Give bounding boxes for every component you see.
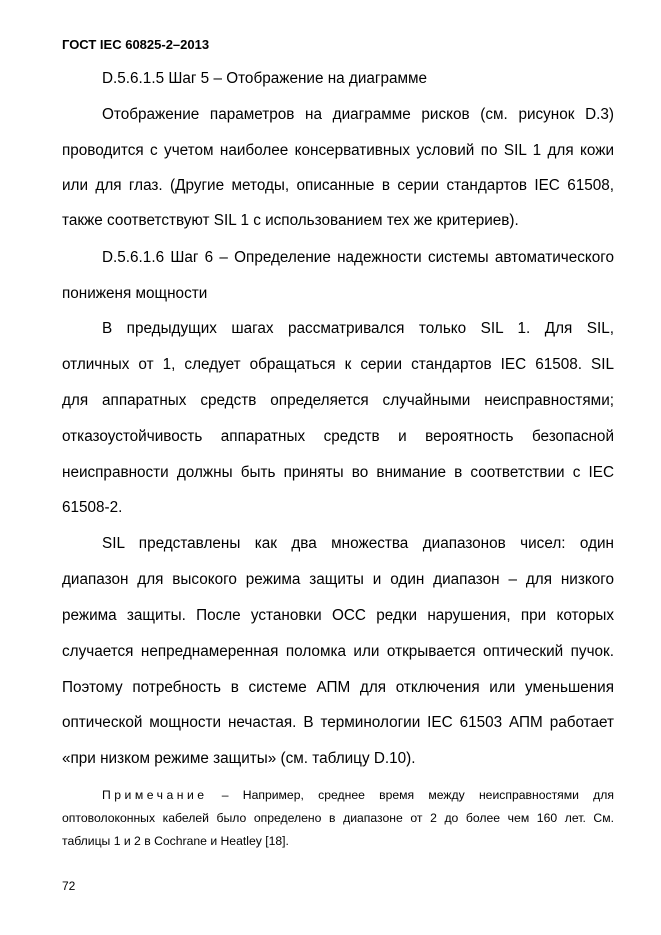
step6-heading: D.5.6.1.6 Шаг 6 – Определение надежности системы автоматического: [102, 249, 614, 266]
paragraph-line: проводится с учетом наиболее консервативных условий по SIL 1 для кожи: [62, 142, 614, 159]
paragraph-line: для аппаратных средств определяется случайными неисправностями;: [62, 392, 614, 409]
step5-heading: D.5.6.1.5 Шаг 5 – Отображение на диаграмме: [102, 70, 428, 87]
paragraph-line: Поэтому потребность в системе АПМ для отключения или уменьшения: [62, 679, 614, 696]
paragraph-line: также соответствуют SIL 1 с использованием тех же критериев).: [62, 212, 519, 229]
note-line: [102, 788, 614, 802]
paragraph-line: или для глаз. (Другие методы, описанные в серии стандартов IEC 61508,: [62, 177, 614, 194]
page-number: 72: [62, 879, 76, 893]
paragraph-line: отказоустойчивость аппаратных средств и вероятность безопасной: [62, 428, 614, 445]
paragraph-line: Отображение параметров на диаграмме рисков (см. рисунок D.3): [102, 106, 614, 123]
document-header: ГОСТ IEC 60825-2–2013: [62, 37, 210, 52]
note-line: таблицы 1 и 2 в Cochrane и Heatley [18].: [62, 834, 289, 848]
note-text: – Например, среднее время между неисправностями для: [221, 788, 614, 802]
paragraph-line: SIL представлены как два множества диапазонов чисел: один: [102, 535, 614, 552]
paragraph-line: «при низком режиме защиты» (см. таблицу D.10).: [62, 750, 416, 767]
step6-heading-cont: пониженя мощности: [62, 285, 208, 302]
paragraph-line: В предыдущих шагах рассматривался только SIL 1. Для SIL,: [102, 320, 614, 337]
paragraph-line: отличных от 1, следует обращаться к серии стандартов IEC 61508. SIL: [62, 356, 614, 373]
paragraph-line: неисправности должны быть приняты во внимание в соответствии с IEC: [62, 464, 614, 481]
paragraph-line: 61508-2.: [62, 499, 123, 516]
paragraph-line: режима защиты. После установки ОСС редки нарушения, при которых: [62, 607, 614, 624]
paragraph-line: оптической мощности нечастая. В терминологии IEC 61503 АПМ работает: [62, 714, 614, 731]
note-line: оптоволоконных кабелей было определено в диапазоне от 2 до более чем 160 лет. См.: [62, 811, 614, 825]
note-label: Примечание: [102, 788, 208, 802]
paragraph-line: случается непреднамеренная поломка или открывается оптический пучок.: [62, 643, 614, 660]
paragraph-line: диапазон для высокого режима защиты и один диапазон – для низкого: [62, 571, 614, 588]
